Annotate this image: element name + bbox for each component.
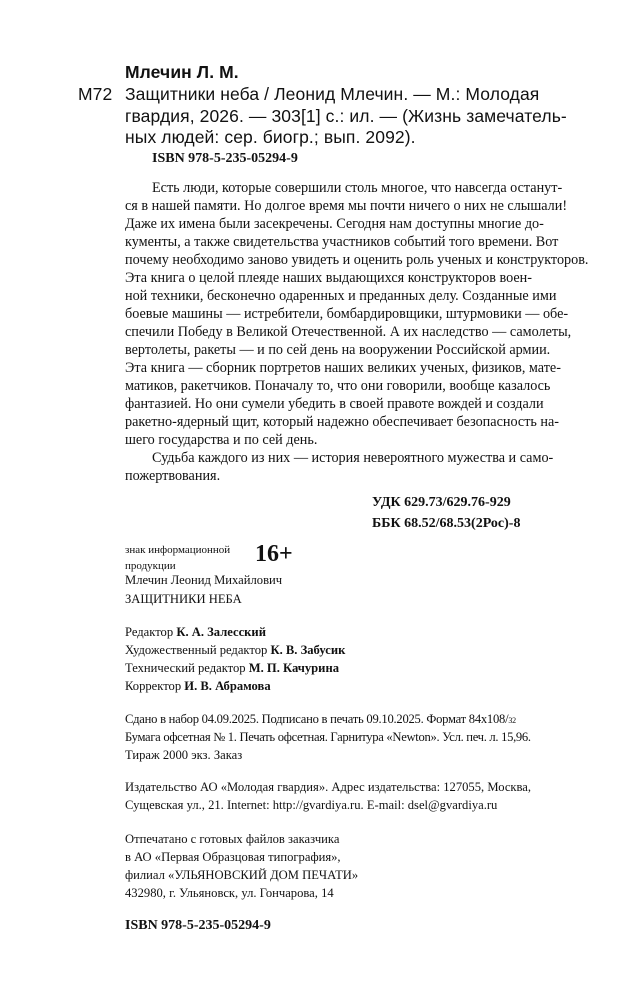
annotation-line: Даже их имена были засекречены. Сегодня нам доступны многие до- [125,216,544,232]
book-title-caps: ЗАЩИТНИКИ НЕБА [125,592,242,606]
staff-role: Художественный редактор [125,643,268,657]
isbn-header: ISBN 978-5-235-05294-9 [152,151,298,166]
annotation-line: ся в нашей памяти. Но долгое время мы почти ничего о них не слышали! [125,198,568,214]
age-rating-label-line-1: знак информационной [125,544,231,556]
annotation-line: фантазией. Но они сумели убедить в своей правоте вождей и создали [125,396,544,412]
staff-name: И. В. Абрамова [184,679,271,693]
annotation-line: спечили Победу в Великой Отечественной. А их наследство — самолеты, [125,324,572,340]
staff-name: К. А. Залесский [176,625,266,639]
annotation-line: Эта книга — сборник портретов наших великих ученых, физиков, мате- [125,360,561,376]
bbk-code: ББК 68.52/68.53(2Рос)-8 [372,516,521,531]
annotation-line: Судьба каждого из них — история невероятного мужества и само- [152,450,554,466]
staff-role: Технический редактор [125,661,246,675]
annotation-line: ной техники, бесконечно одаренных и преданных делу. Созданные ими [125,288,557,304]
print-info-text: Сдано в набор 04.09.2025. Подписано в печать 09.10.2025. Формат 84х108/ [125,712,509,726]
staff-name: М. П. Качурина [248,661,339,675]
printer-line: филиал «УЛЬЯНОВСКИЙ ДОМ ПЕЧАТИ» [125,868,359,882]
print-info-line [125,712,516,727]
staff-name: К. В. Забусик [270,643,346,657]
staff-line [125,643,345,658]
staff-role: Корректор [125,679,182,693]
author-heading: Млечин Л. М. [125,62,239,82]
bibliographic-line-3: ных людей: сер. биогр.; вып. 2092). [125,127,416,147]
author-full-name: Млечин Леонид Михайлович [125,573,283,587]
printer-line: в АО «Первая Образцовая типография», [125,850,341,864]
staff-role: Редактор [125,625,174,639]
annotation-line: шего государства и по сей день. [125,432,318,448]
bibliographic-line-1: Защитники неба / Леонид Млечин. — М.: Молодая [125,84,540,104]
call-number: М72 [78,84,113,104]
publisher-line: Сущевская ул., 21. Internet: http://gvardiya.ru. E-mail: dsel@gvardiya.ru [125,798,498,812]
annotation-line: Эта книга о целой плеяде наших выдающихся конструкторов воен- [125,270,532,286]
bibliographic-line-2: гвардия, 2026. — 303[1] с.: ил. — (Жизнь замечатель- [125,106,567,126]
age-rating-badge: 16+ [255,541,293,567]
annotation-line: пожертвования. [125,468,221,484]
staff-line [125,625,266,640]
annotation-line: боевые машины — истребители, бомбардировщики, штурмовики — обе- [125,306,569,322]
annotation-line: матиков, ракетчиков. Поначалу то, что они говорили, вообще казалось [125,378,551,394]
annotation-line: ракетно-ядерный щит, который надежно обеспечивает безопасность на- [125,414,560,430]
publisher-line: Издательство АО «Молодая гвардия». Адрес издательства: 127055, Москва, [125,780,532,794]
udk-code: УДК 629.73/629.76-929 [372,495,511,510]
age-rating-label-line-2: продукции [125,560,176,572]
annotation-line: Есть люди, которые совершили столь многое, что навсегда останут- [152,180,563,196]
format-fraction: 32 [508,716,516,725]
print-info-line: Бумага офсетная № 1. Печать офсетная. Гарнитура «Newton». Усл. печ. л. 15,96. [125,730,531,744]
printer-line: 432980, г. Ульяновск, ул. Гончарова, 14 [125,886,334,900]
isbn-bottom: ISBN 978-5-235-05294-9 [125,918,271,933]
annotation-line: почему необходимо заново увидеть и оценить роль ученых и конструкторов. [125,252,589,268]
annotation-line: кументы, а также свидетельства участников событий того времени. Вот [125,234,559,250]
staff-line [125,661,339,676]
staff-line [125,679,271,694]
printer-line: Отпечатано с готовых файлов заказчика [125,832,340,846]
annotation-line: вертолеты, ракеты — и по сей день на вооружении Российской армии. [125,342,551,358]
print-info-line: Тираж 2000 экз. Заказ [125,748,243,762]
